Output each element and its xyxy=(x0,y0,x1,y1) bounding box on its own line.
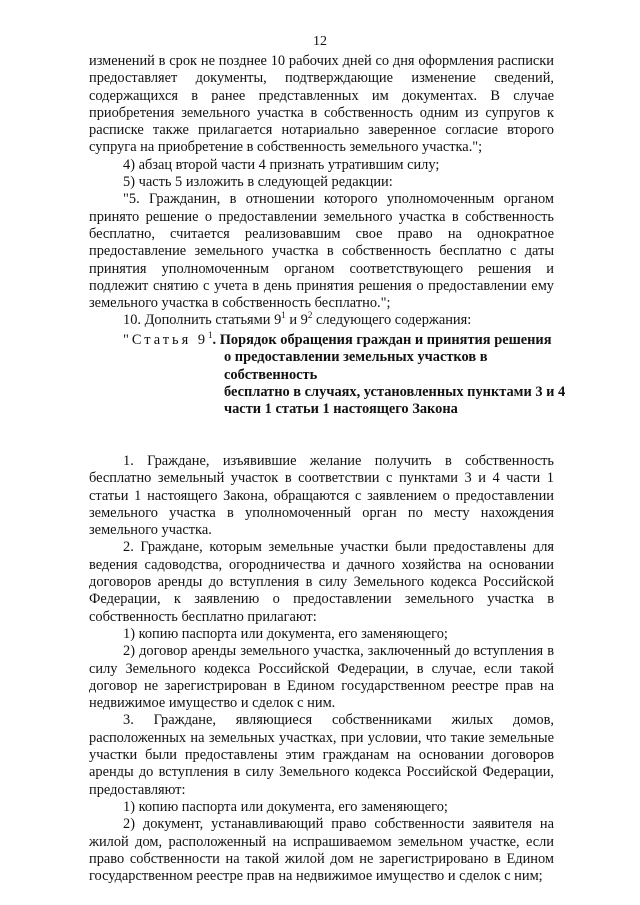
paragraph: 2. Граждане, которым земельные участки были предоставлены для ведения садоводства, огородничества и дачного хозяйства на основании договоров аренды до вступления в силу Земельного кодекса Российской Федерации, к заявлению о предоставлении земельного участка в собственность бесплатно прилагают: xyxy=(89,539,554,625)
article-title-line: бесплатно в случаях, установленных пунктами 3 и 4 xyxy=(224,383,566,400)
page-number: 12 xyxy=(313,34,327,49)
paragraph: "5. Гражданин, в отношении которого уполномоченным органом принято решение о предоставлении земельного участка в собственность бесплатно, считается реализовавшим свое право на однократное предоставление земельного участка в собственность бесплатно с даты принятия уполномоченным органом соответствующего решения и подлежит снятию с учета в день принятия решения о предоставлении ему земельного участка в собственность бесплатно."; xyxy=(89,191,554,312)
article-heading xyxy=(123,332,583,418)
article-title-line: части 1 статьи 1 настоящего Закона xyxy=(224,401,458,418)
item-10-paragraph: 10. Дополнить статьями $9^1$ и $9^2$ следующего содержания: xyxy=(123,310,472,329)
paragraph: 2) документ, устанавливающий право собственности заявителя на жилой дом, расположенный на испрашиваемом земельном участке, если право собственности на такой жилой дом не зарегистрировано в Едином государственном реестре прав на недвижимое имущество и сделок с ним; xyxy=(89,816,554,885)
article-title-line: о предоставлении земельных участков в собственность xyxy=(224,349,488,383)
article-title-first-line: "Статья $9^1$. Порядок обращения граждан и принятия решения xyxy=(123,330,552,348)
paragraph: 1) копию паспорта или документа, его заменяющего; xyxy=(123,625,448,642)
paragraph: 1. Граждане, изъявившие желание получить в собственность бесплатно земельный участок в соответствии с пунктами 3 и 4 части 1 статьи 1 настоящего Закона, обращаются с заявлением о предоставлении земельного участка в уполномоченный орган по месту нахождения земельного участка. xyxy=(89,453,554,539)
paragraph: 4) абзац второй части 4 признать утратившим силу; xyxy=(123,156,440,173)
paragraph: изменений в срок не позднее 10 рабочих дней со дня оформления расписки предоставляет документы, подтверждающие изменение сведений, содержащихся в ранее представленных им документах. В случае приобретения земельного участка в собственность одним из супругов к расписке также прилагается нотариально заверенное согласие второго супруга на приобретение в собственность земельного участка."; xyxy=(89,53,554,156)
paragraph: 2) договор аренды земельного участка, заключенный до вступления в силу Земельного кодекса Российской Федерации, в случае, если такой договор не зарегистрирован в Едином государственном реестре прав на недвижимое имущество и сделок с ним. xyxy=(89,643,554,712)
document-body-top xyxy=(89,53,554,330)
paragraph: 5) часть 5 изложить в следующей редакции: xyxy=(123,174,393,191)
article-label: "Статья 9 xyxy=(123,332,209,348)
paragraph: 3. Граждане, являющиеся собственниками жилых домов, расположенных на земельных участках, при условии, что такие земельные участки были предоставлены этим гражданам на основании договоров аренды до вступления в силу Земельного кодекса Российской Федерации, предоставляют: xyxy=(89,712,554,798)
paragraph: 1) копию паспорта или документа, его заменяющего; xyxy=(123,798,448,815)
document-body-bottom xyxy=(89,453,554,885)
